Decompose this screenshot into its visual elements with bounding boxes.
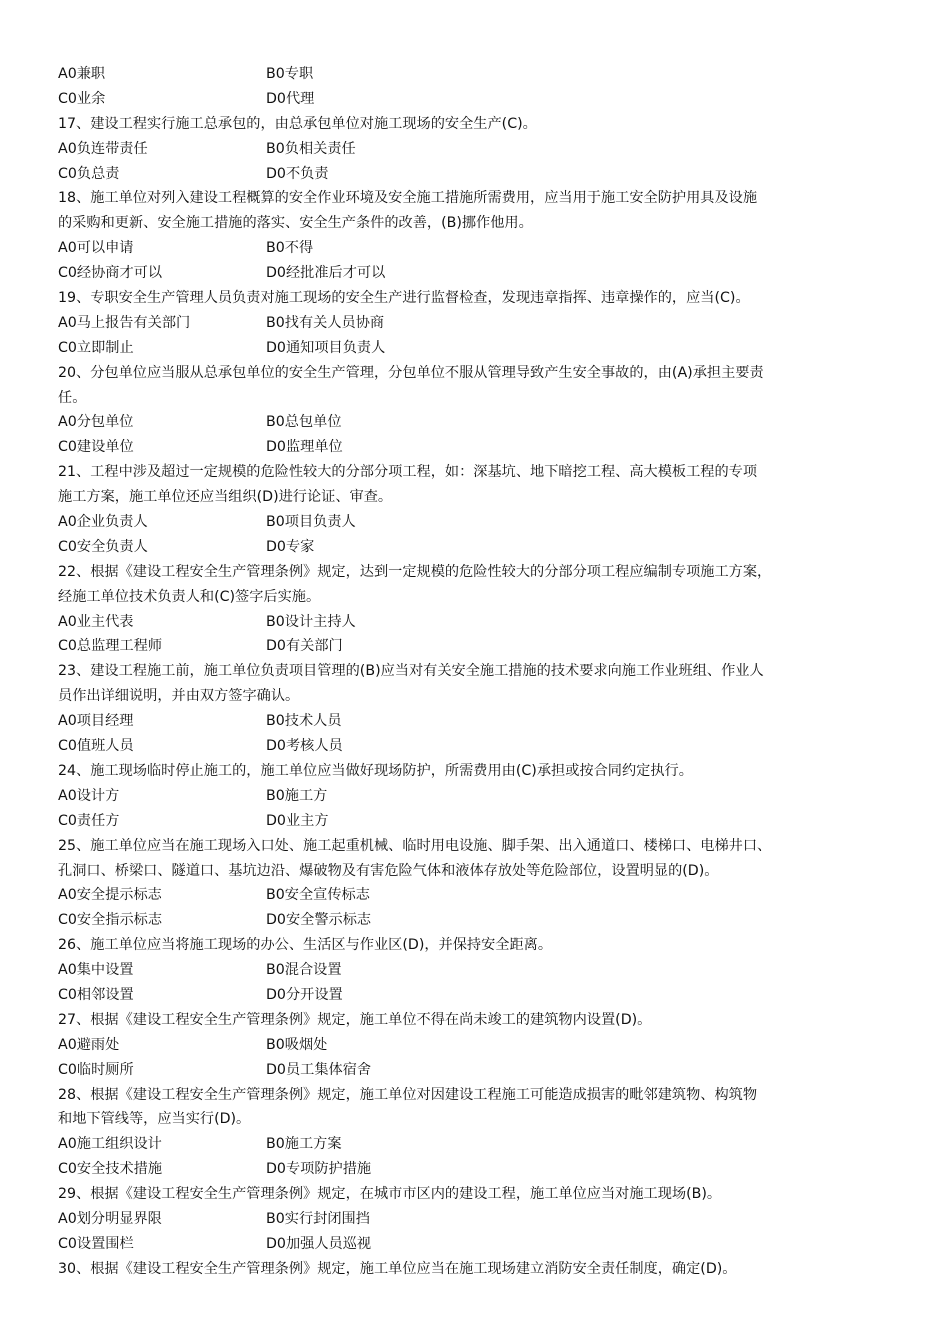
option-right: B0专职	[266, 66, 314, 82]
option-left: A0安全提示标志	[58, 887, 162, 904]
option-right: B0实行封闭围挡	[266, 1210, 370, 1227]
option-row	[58, 784, 890, 809]
option-right: D0业主方	[266, 812, 329, 829]
option-right: B0吸烟处	[266, 1036, 328, 1053]
question-text-line: 23、建设工程施工前，施工单位负责项目管理的(B)应当对有关安全施工措施的技术要求向施工作业班组、作业人	[58, 663, 764, 680]
question-text-line: 25、施工单位应当在施工现场入口处、施工起重机械、临时用电设施、脚手架、出入通道口、楼梯口、电梯井口、	[58, 837, 772, 854]
option-row	[58, 236, 890, 261]
question-text-line: 孔洞口、桥梁口、隧道口、基坑边沿、爆破物及有害危险气体和液体存放处等危险部位，设置明显的(D)。	[58, 862, 719, 879]
option-row	[58, 435, 890, 460]
option-right: D0考核人员	[266, 738, 343, 755]
option-row	[58, 311, 890, 336]
option-right: B0施工方案	[266, 1136, 342, 1153]
question-text-line: 的采购和更新、安全施工措施的落实、安全生产条件的改善，(B)挪作他用。	[58, 215, 533, 232]
question-text-line: 26、施工单位应当将施工现场的办公、生活区与作业区(D)，并保持安全距离。	[58, 937, 553, 954]
option-left: C0负总责	[58, 165, 120, 182]
option-row	[58, 908, 890, 933]
option-left: C0设置围栏	[58, 1235, 134, 1252]
option-left: C0相邻设置	[58, 986, 134, 1003]
option-row	[58, 883, 890, 908]
option-row	[58, 62, 890, 87]
option-left: A0马上报告有关部门	[58, 314, 191, 331]
option-row	[58, 709, 890, 734]
option-left: A0项目经理	[58, 713, 134, 730]
option-left: A0兼职	[58, 66, 106, 82]
option-right: D0专项防护措施	[266, 1161, 372, 1178]
option-row	[58, 162, 890, 187]
option-left: A0企业负责人	[58, 514, 148, 531]
question-text-line: 经施工单位技术负责人和(C)签字后实施。	[58, 588, 321, 605]
option-left: A0集中设置	[58, 962, 134, 979]
question-text-line: 任。	[58, 389, 87, 406]
option-left: C0总监理工程师	[58, 638, 163, 655]
option-row	[58, 958, 890, 983]
option-left: C0业余	[58, 90, 106, 107]
option-row	[58, 336, 890, 361]
question-text-line: 施工方案，施工单位还应当组织(D)进行论证、审查。	[58, 489, 393, 506]
option-left: C0值班人员	[58, 738, 134, 755]
option-left: C0立即制止	[58, 339, 134, 356]
option-left: C0责任方	[58, 812, 120, 829]
option-row	[58, 1232, 890, 1257]
option-right: B0施工方	[266, 787, 328, 804]
option-row	[58, 634, 890, 659]
option-left: A0负连带责任	[58, 140, 148, 157]
option-left: C0经协商才可以	[58, 265, 163, 282]
question-text-line: 和地下管线等，应当实行(D)。	[58, 1111, 251, 1128]
option-right: B0负相关责任	[266, 140, 356, 157]
question-text-line: 21、工程中涉及超过一定规模的危险性较大的分部分项工程，如：深基坑、地下暗挖工程、高大模板工程的专项	[58, 464, 758, 481]
option-row	[58, 610, 890, 635]
option-left: C0安全技术措施	[58, 1161, 163, 1178]
option-left: A0施工组织设计	[58, 1136, 162, 1153]
option-row	[58, 137, 890, 162]
option-right: B0找有关人员协商	[266, 314, 385, 331]
option-row	[58, 1033, 890, 1058]
option-left: C0安全指示标志	[58, 912, 163, 929]
option-left: C0临时厕所	[58, 1061, 134, 1078]
question-text-line: 员作出详细说明，并由双方签字确认。	[58, 688, 300, 705]
option-right: B0设计主持人	[266, 613, 356, 630]
option-right: D0通知项目负责人	[266, 339, 386, 356]
option-left: C0安全负责人	[58, 538, 148, 555]
option-row	[58, 983, 890, 1008]
option-row	[58, 261, 890, 286]
option-right: B0项目负责人	[266, 514, 356, 531]
option-right: B0混合设置	[266, 962, 342, 979]
option-row	[58, 410, 890, 435]
option-left: C0建设单位	[58, 439, 134, 456]
option-left: A0分包单位	[58, 414, 134, 431]
option-row	[58, 734, 890, 759]
question-text-line: 29、根据《建设工程安全生产管理条例》规定，在城市市区内的建设工程，施工单位应当对施工现场(B)。	[58, 1186, 722, 1203]
option-right: D0安全警示标志	[266, 912, 372, 929]
question-text-line: 20、分包单位应当服从总承包单位的安全生产管理，分包单位不服从管理导致产生安全事故的，由(A)承担主要责	[58, 364, 764, 381]
question-text-line: 27、根据《建设工程安全生产管理条例》规定，施工单位不得在尚未竣工的建筑物内设置(D)。	[58, 1011, 652, 1028]
option-row	[58, 87, 890, 112]
option-row	[58, 1132, 890, 1157]
option-right: D0代理	[266, 90, 315, 107]
option-row	[58, 1157, 890, 1182]
option-right: B0安全宣传标志	[266, 887, 370, 904]
question-text-line: 22、根据《建设工程安全生产管理条例》规定，达到一定规模的危险性较大的分部分项工程应编制专项施工方案，	[58, 563, 772, 580]
option-row	[58, 1058, 890, 1083]
option-left: A0划分明显界限	[58, 1210, 162, 1227]
option-right: B0技术人员	[266, 713, 342, 730]
option-right: D0专家	[266, 538, 315, 555]
question-text-line: 17、建设工程实行施工总承包的，由总承包单位对施工现场的安全生产(C)。	[58, 115, 537, 132]
question-text-line: 18、施工单位对列入建设工程概算的安全作业环境及安全施工措施所需费用，应当用于施工安全防护用具及设施	[58, 190, 758, 207]
question-text-line: 28、根据《建设工程安全生产管理条例》规定，施工单位对因建设工程施工可能造成损害的毗邻建筑物、构筑物	[58, 1086, 758, 1103]
option-right: B0不得	[266, 240, 314, 257]
option-row	[58, 809, 890, 834]
option-right: B0总包单位	[266, 414, 342, 431]
option-left: A0避雨处	[58, 1036, 120, 1053]
option-left: A0业主代表	[58, 613, 134, 630]
question-text-line: 30、根据《建设工程安全生产管理条例》规定，施工单位应当在施工现场建立消防安全责任制度，确定(D)。	[58, 1260, 737, 1277]
option-right: D0分开设置	[266, 986, 343, 1003]
question-text-line: 24、施工现场临时停止施工的，施工单位应当做好现场防护，所需费用由(C)承担或按合同约定执行。	[58, 762, 693, 779]
option-right: D0不负责	[266, 165, 329, 182]
option-row	[58, 1207, 890, 1232]
option-row	[58, 535, 890, 560]
option-row	[58, 510, 890, 535]
option-right: D0经批准后才可以	[266, 265, 386, 282]
option-right: D0加强人员巡视	[266, 1235, 372, 1252]
question-text-line: 19、专职安全生产管理人员负责对施工现场的安全生产进行监督检查，发现违章指挥、违章操作的，应当(C)。	[58, 290, 750, 307]
option-right: D0员工集体宿舍	[266, 1061, 372, 1078]
option-left: A0可以申请	[58, 240, 134, 257]
option-right: D0有关部门	[266, 638, 343, 655]
option-left: A0设计方	[58, 787, 120, 804]
option-right: D0监理单位	[266, 439, 343, 456]
